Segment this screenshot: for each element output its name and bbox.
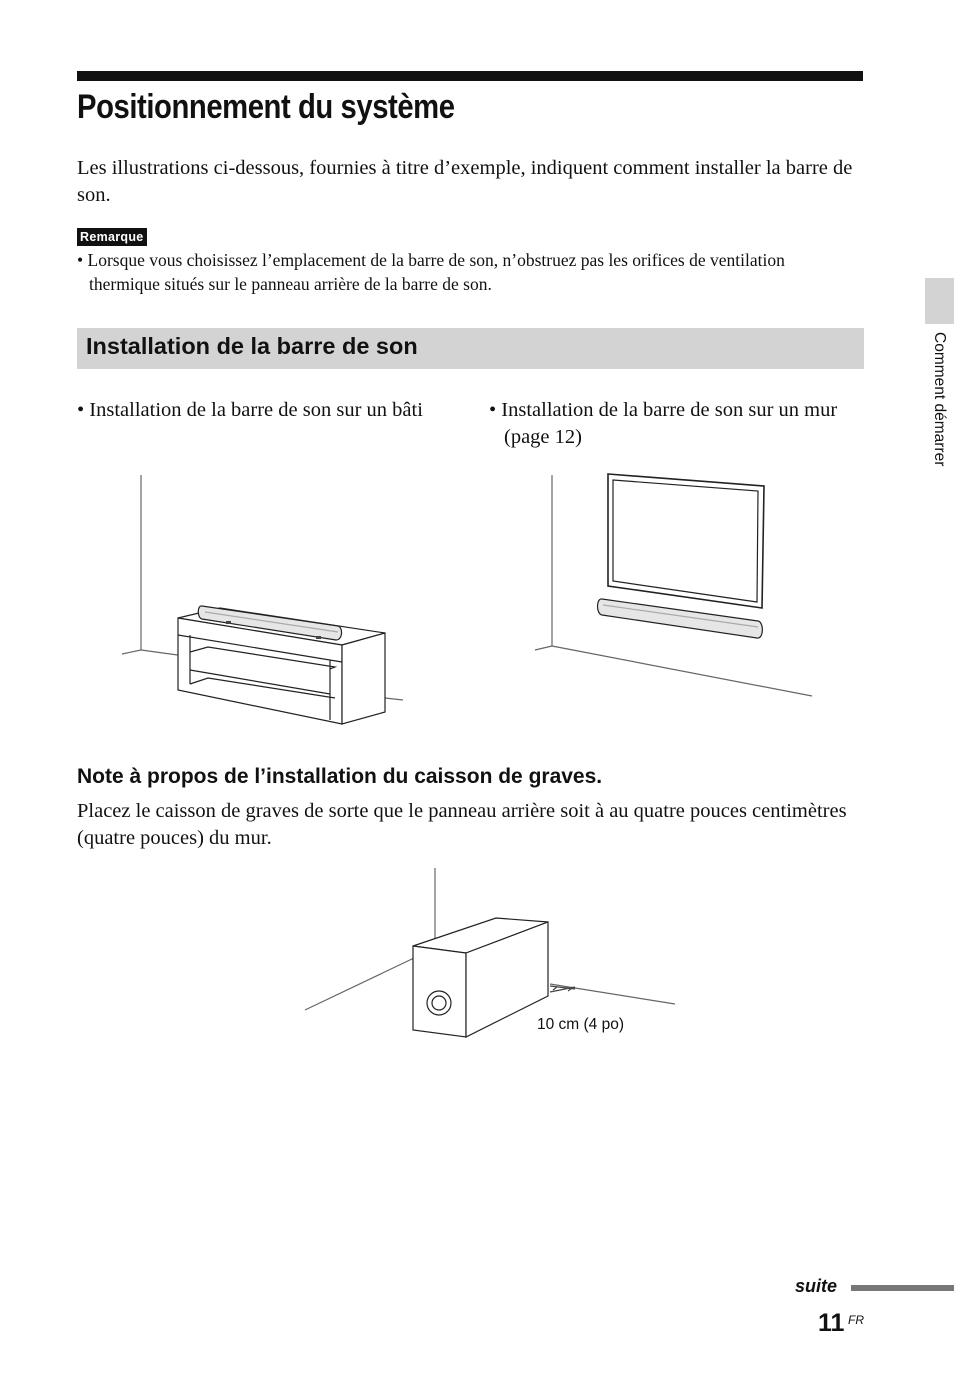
subwoofer-paragraph: Placez le caisson de graves de sorte que le panneau arrière soit à au quatre pouces centimètres (quatre pouces) du mur. xyxy=(77,800,847,849)
subwoofer-placement-illustration xyxy=(300,866,680,1046)
title-rule xyxy=(77,71,863,81)
remarque-text: • Lorsque vous choisissez l’emplacement de la barre de son, n’obstruez pas les orifices de ventilation thermique situés sur le panneau arrière de la barre de son. xyxy=(77,250,785,294)
wall-installation-illustration xyxy=(530,470,820,702)
distance-caption: 10 cm (4 po) xyxy=(537,1016,625,1033)
page-number: 11 xyxy=(818,1309,845,1337)
bullet-rack-installation: • Installation de la barre de son sur un bâti xyxy=(77,399,423,421)
page-title: Positionnement du système xyxy=(77,88,455,126)
section-title: Installation de la barre de son xyxy=(86,333,418,359)
bullet-wall-installation: • Installation de la barre de son sur un mur (page 12) xyxy=(489,399,838,448)
remarque-badge: Remarque xyxy=(77,228,147,246)
page-language: FR xyxy=(848,1313,864,1327)
subwoofer-heading: Note à propos de l’installation du caisson de graves. xyxy=(77,765,603,788)
intro-paragraph: Les illustrations ci-dessous, fournies à titre d’exemple, indiquent comment installer la barre de son. xyxy=(77,157,853,206)
side-tab-label: Comment démarrer xyxy=(931,332,948,467)
rack-installation-illustration xyxy=(110,470,410,732)
section-header xyxy=(77,328,864,369)
suite-bar xyxy=(851,1285,954,1291)
side-tab-marker xyxy=(925,278,954,324)
suite-label: suite xyxy=(795,1276,838,1296)
